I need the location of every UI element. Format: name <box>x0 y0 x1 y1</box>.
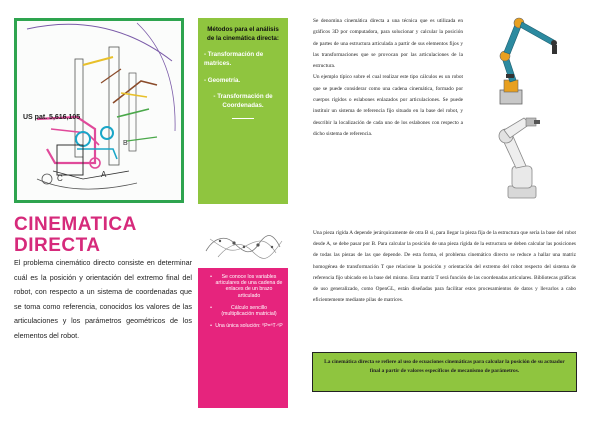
bullet-icon: • <box>210 274 212 280</box>
method-item: - Transformación de Coordenadas. <box>213 93 273 109</box>
wire-sketch-image <box>200 217 288 273</box>
svg-text:A: A <box>101 170 107 179</box>
methods-title: Métodos para el análisis de la cinemática directa: <box>207 26 279 43</box>
paragraph: Un ejemplo típico sobre el cual realizar este tipo cálculos es un robot que se puede considerar como una cadena cinemática, formado por cuerpos rígidos o eslabones enlazados por articulaciones. Se puede instituir un sistema de referencia fijo situado en la base del robot, y describir la localización de cada uno de los eslabones con respecto a dicho sistema de referencia. <box>313 74 463 137</box>
patent-drawing-frame <box>14 18 184 203</box>
intro-paragraph: El problema cinemático directo consiste en determinar cuál es la posición y orientación del extremo final del robot, con respecto a un sistema de coordenadas que se toma como referencia, conocidos los valores de las articulaciones y los parámetros geométricos de los elementos del robot. <box>14 258 192 340</box>
patent-mechanism-drawing <box>17 21 181 200</box>
list-item: • Una única solución: ⁰P=ⁿT·ⁿP <box>203 323 283 329</box>
methods-panel <box>198 18 288 204</box>
list-item: • Se conoce los variables articulares de una cadena de enlaces de un brazo articulado <box>203 274 283 299</box>
advantages-panel <box>198 268 288 408</box>
method-item: - Transformación de matrices. <box>204 51 264 67</box>
definition-text <box>313 16 463 140</box>
title-line-2: DIRECTA <box>14 235 101 256</box>
bullet-icon: • <box>210 323 212 330</box>
robot-arm-image <box>466 14 582 106</box>
svg-text:B: B <box>123 140 128 147</box>
industrial-robot-image <box>472 108 568 204</box>
divider <box>232 118 254 119</box>
summary-callout: La cinemática directa se refiere al uso de ecuaciones cinemáticas para calcular la posición de su actuador final a partir de valores específicos de mecanismo de parámetros. <box>312 352 577 392</box>
patent-number-label: US pat. 5,616,105 <box>23 114 81 121</box>
title-line-1: CINEMATICA <box>14 214 137 235</box>
method-item: - Geometría. <box>204 76 241 84</box>
page-title <box>14 214 194 256</box>
list-item: • Cálculo sencillo (multiplicación matricial) <box>203 305 283 317</box>
svg-text:C: C <box>57 174 63 183</box>
hierarchy-paragraph: Una pieza rígida A depende jerárquicamente de otra B si, para llegar la pieza fija de la estructura que sería la base del robot desde A, se debe pasar por B. Para calcular la posición de una pieza rígida de la estructura se deben calcular las posiciones de todas las piezas de las que depende. De esta forma, el problema cinemático directo se reduce a hallar una matriz homogénea de transformación T que relacione la posición y orientación del extremo del robot respecto del sistema de referencia fijo ubicado en la base del mismo. Esta matriz T será función de las coordenadas articulares. Bibliotecas gráficas de uso generalizado, como OpenGL, están diseñadas para facilitar estos procesamientos de datos y llevarlos a cabo eficientemente mediante pilas de matrices. <box>313 230 576 304</box>
bullet-icon: • <box>210 304 212 311</box>
kinematic-chain-sketch <box>200 217 288 273</box>
paragraph: Se denomina cinemática directa a una técnica que es utilizada en gráficos 3D por computadora, para solucionar y calcular la posición de partes de una estructura articulada a partir de sus elementos fijos y las transformaciones que se provocan por las articulaciones de la estructura. <box>313 18 463 70</box>
